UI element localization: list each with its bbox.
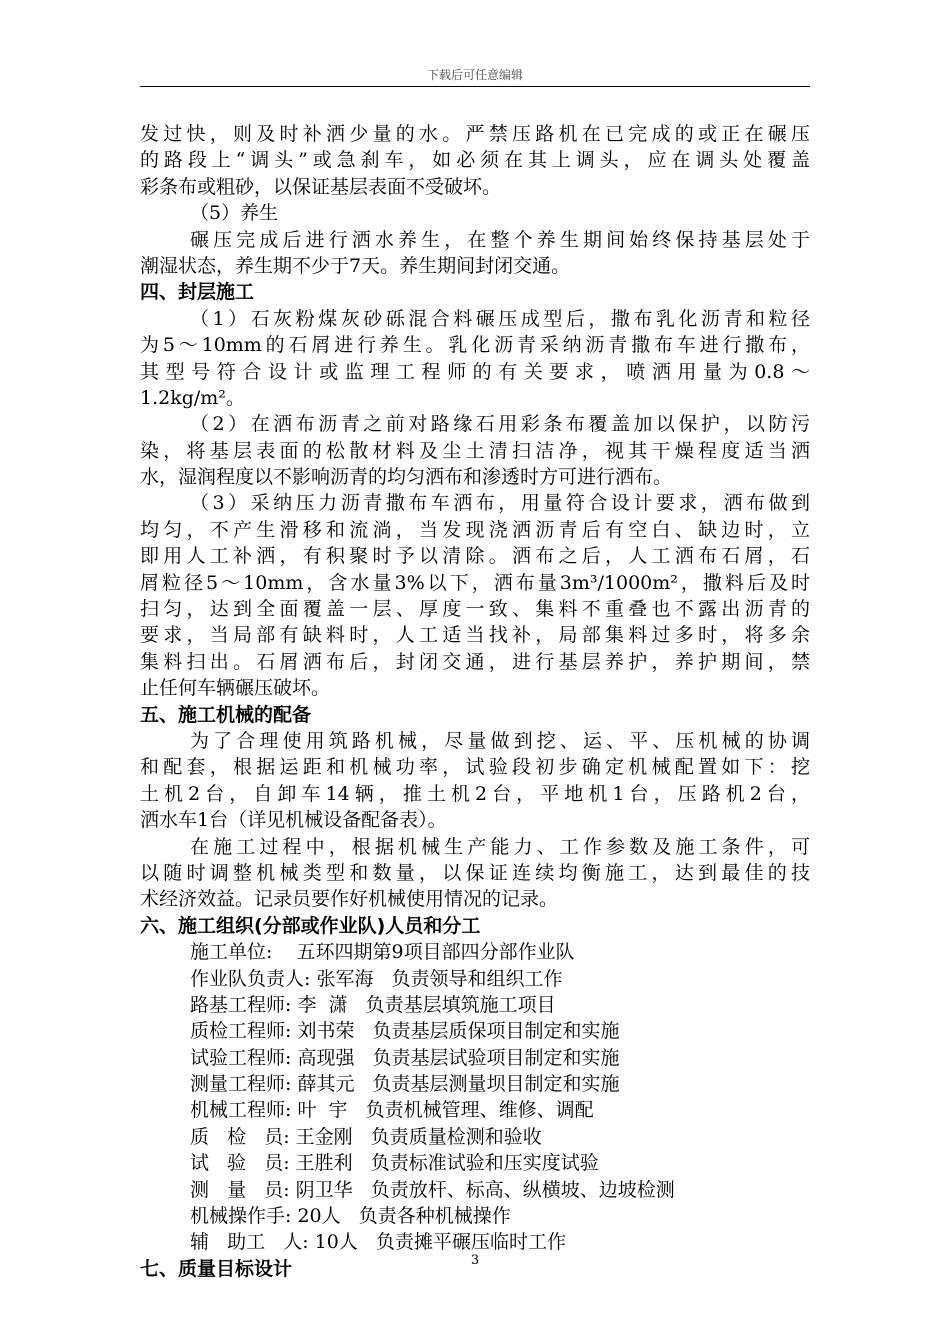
text-line: （2）在洒布沥青之前对路缘石用彩条布覆盖加以保护，以防污 bbox=[190, 413, 810, 436]
text-line: 为了合理使用筑路机械，尽量做到挖、运、平、压机械的协调 bbox=[190, 729, 810, 752]
text-line: 彩条布或粗砂，以保证基层表面不受破坏。 bbox=[140, 175, 502, 198]
text-line: 作业队负责人: 张军海 负责领导和组织工作 bbox=[190, 967, 563, 990]
text-line: 屑粒径5～10mm，含水量3%以下，洒布量3m³/1000m²，撒料后及时 bbox=[140, 571, 810, 594]
text-line: 质检工程师: 刘书荣 负责基层质保项目制定和实施 bbox=[190, 1020, 620, 1043]
text-line: 测量工程师: 薛其元 负责基层测量坝目制定和实施 bbox=[190, 1073, 620, 1096]
text-line: 止任何车辆碾压破坏。 bbox=[140, 677, 331, 700]
section-heading: 七、质量目标设计 bbox=[140, 1257, 293, 1280]
text-line: （1）石灰粉煤灰砂砾混合料碾压成型后，撒布乳化沥青和粒径 bbox=[190, 307, 810, 330]
page-header: 下载后可任意编辑 bbox=[426, 68, 523, 82]
text-line: 扫匀，达到全面覆盖一层、厚度一致、集料不重叠也不露出沥青的 bbox=[140, 598, 810, 621]
text-line: （5）养生 bbox=[190, 202, 279, 225]
text-line: 均匀，不产生滑移和流淌，当发现浇洒沥青后有空白、缺边时，立 bbox=[140, 518, 810, 541]
text-line: 碾压完成后进行洒水养生，在整个养生期间始终保持基层处于 bbox=[190, 228, 810, 251]
text-line: 术经济效益。记录员要作好机械使用情况的记录。 bbox=[140, 888, 559, 911]
text-line: 1.2kg/m²。 bbox=[140, 386, 245, 409]
text-line: 要求，当局部有缺料时，人工适当找补，局部集料过多时，将多余 bbox=[140, 624, 810, 647]
document-body bbox=[140, 121, 810, 1282]
text-line: 机械操作手: 20人 负责各种机械操作 bbox=[190, 1205, 511, 1228]
text-line: （3）采纳压力沥青撒布车洒布，用量符合设计要求，洒布做到 bbox=[190, 492, 810, 515]
section-heading: 六、施工组织(分部或作业队)人员和分工 bbox=[140, 914, 481, 937]
text-line: 潮湿状态，养生期不少于7天。养生期间封闭交通。 bbox=[140, 254, 571, 277]
text-line: 洒水车1台（详见机械设备配备表）。 bbox=[140, 809, 447, 832]
text-line: 施工单位: 五环四期第9项目部四分部作业队 bbox=[190, 941, 575, 964]
text-line: 辅 助工 人: 10人 负责摊平碾压临时工作 bbox=[190, 1231, 566, 1254]
text-line: 试 验 员: 王胜利 负责标准试验和压实度试验 bbox=[190, 1152, 599, 1175]
text-line: 在施工过程中，根据机械生产能力、工作参数及施工条件，可 bbox=[190, 835, 810, 858]
page-number: 3 bbox=[470, 1253, 480, 1268]
text-line: 集料扫出。石屑洒布后，封闭交通，进行基层养护，养护期间，禁 bbox=[140, 650, 810, 673]
text-line: 水，湿润程度以不影响沥青的均匀洒布和渗透时方可进行洒布。 bbox=[140, 466, 673, 489]
text-line: 试验工程师: 高现强 负责基层试验项目制定和实施 bbox=[190, 1046, 620, 1069]
text-line: 土机2台，自卸车14辆，推土机2台，平地机1台，压路机2台， bbox=[140, 782, 810, 805]
text-line: 路基工程师: 李 潇 负责基层填筑施工项目 bbox=[190, 993, 556, 1016]
header-rule bbox=[140, 86, 810, 87]
text-line: 质 检 员: 王金刚 负责质量检测和验收 bbox=[190, 1125, 542, 1148]
text-line: 为5～10mm的石屑进行养生。乳化沥青采纳沥青撒布车进行撒布， bbox=[140, 334, 810, 357]
section-heading: 五、施工机械的配备 bbox=[140, 703, 312, 726]
text-line: 其型号符合设计或监理工程师的有关要求，喷洒用量为0.8～ bbox=[140, 360, 810, 383]
text-line: 即用人工补洒，有积聚时予以清除。洒布之后，人工洒布石屑，石 bbox=[140, 545, 810, 568]
text-line: 的路段上“调头”或急刹车，如必须在其上调头，应在调头处覆盖 bbox=[140, 149, 810, 172]
text-line: 测 量 员: 阴卫华 负责放杆、标高、纵横坡、边坡检测 bbox=[190, 1178, 675, 1201]
text-line: 机械工程师: 叶 宇 负责机械管理、维修、调配 bbox=[190, 1099, 594, 1122]
text-line: 染，将基层表面的松散材料及尘土清扫洁净，视其干燥程度适当洒 bbox=[140, 439, 810, 462]
text-line: 发过快，则及时补洒少量的水。严禁压路机在已完成的或正在碾压 bbox=[140, 123, 810, 145]
text-line: 以随时调整机械类型和数量，以保证连续均衡施工，达到最佳的技 bbox=[140, 861, 810, 884]
section-heading: 四、封层施工 bbox=[140, 281, 255, 304]
text-line: 和配套，根据运距和机械功率，试验段初步确定机械配置如下：挖 bbox=[140, 756, 810, 779]
